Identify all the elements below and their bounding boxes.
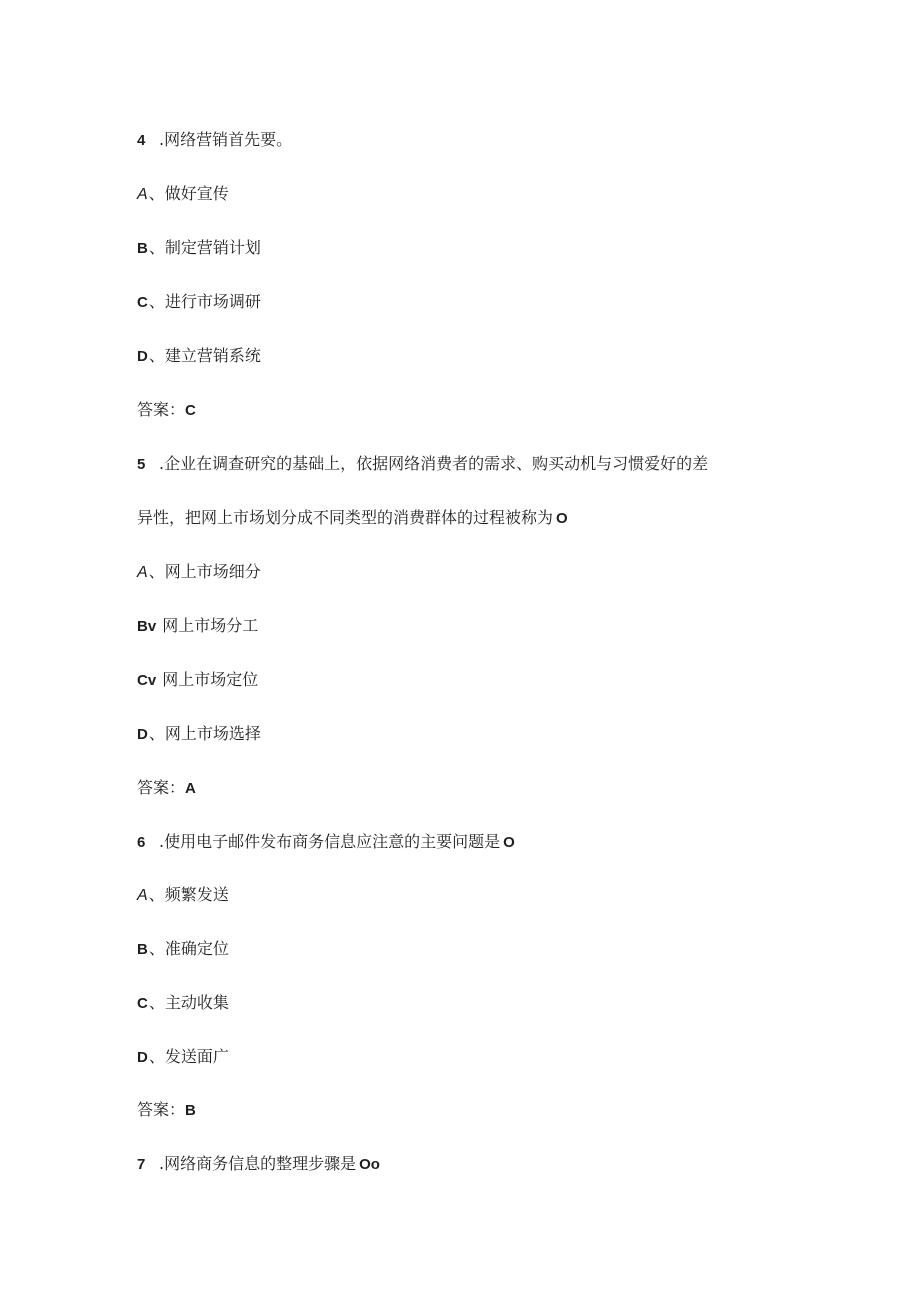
option-text: 网上市场选择 [164,724,261,743]
question-text: .企业在调查研究的基础上，依据网络消费者的需求、购买动机与习惯爱好的差 [159,454,709,473]
answer-label: 答案： [137,1100,186,1119]
question-5-option-a [137,560,261,584]
question-5-answer [137,776,196,800]
option-letter: D [137,726,148,743]
option-text: 频繁发送 [164,885,229,904]
option-separator: 、 [148,184,165,203]
question-5-option-b [137,614,258,638]
question-6-option-a [137,883,229,907]
question-4-option-a [137,182,229,206]
option-separator: 、 [148,238,165,257]
question-4-option-b [137,236,261,260]
option-separator: 、 [148,885,165,904]
option-text: 做好宣传 [164,184,229,203]
option-letter: D [137,348,148,365]
option-separator: 、 [148,993,165,1012]
question-6-answer [137,1098,196,1122]
option-separator: 、 [148,346,165,365]
option-letter: C [137,995,148,1012]
option-text: 建立营销系统 [164,346,261,365]
option-letter: A [137,887,148,904]
question-5-option-d [137,722,261,746]
blank-marker: O [556,510,568,527]
question-number: 5 [137,456,146,473]
question-number: 6 [137,834,146,851]
question-5-stem [137,452,708,476]
question-4-option-d [137,344,261,368]
option-text: 网上市场定位 [162,670,259,689]
option-separator: 、 [148,292,165,311]
question-text: .网络营销首先要。 [159,130,293,149]
question-5-option-c [137,668,258,692]
option-letter: B [137,240,148,257]
question-4-stem [137,128,292,152]
option-letter: D [137,1049,148,1066]
option-separator: 、 [148,939,165,958]
option-text: 发送面广 [164,1047,229,1066]
option-text: 进行市场调研 [164,292,261,311]
option-letter: A [137,186,148,203]
option-separator: 、 [148,1047,165,1066]
question-6-option-d [137,1045,229,1069]
option-letter: Cv [137,672,157,689]
option-separator: 、 [148,724,165,743]
blank-marker: Oo [359,1156,380,1173]
option-text: 制定营销计划 [164,238,261,257]
question-number: 7 [137,1156,146,1173]
answer-label: 答案： [137,400,186,419]
question-6-option-c [137,991,229,1015]
answer-value: C [185,402,196,419]
option-text: 网上市场细分 [164,562,261,581]
question-7-stem [137,1152,380,1176]
question-text: .网络商务信息的整理步骤是 [159,1154,357,1173]
question-text: .使用电子邮件发布商务信息应注意的主要问题是 [159,832,501,851]
question-4-answer [137,398,196,422]
question-text: 异性，把网上市场划分成不同类型的消费群体的过程被称为 [137,508,554,527]
option-text: 准确定位 [164,939,229,958]
question-6-option-b [137,937,229,961]
question-number: 4 [137,132,146,149]
option-letter: B [137,941,148,958]
blank-marker: O [503,834,515,851]
answer-value: A [185,780,196,797]
answer-value: B [185,1102,196,1119]
question-5-stem-continued [137,506,568,530]
option-separator: 、 [148,562,165,581]
answer-label: 答案： [137,778,186,797]
question-6-stem [137,830,515,854]
option-text: 网上市场分工 [162,616,259,635]
option-letter: A [137,564,148,581]
question-4-option-c [137,290,261,314]
option-letter: Bv [137,618,157,635]
option-text: 主动收集 [164,993,229,1012]
option-letter: C [137,294,148,311]
